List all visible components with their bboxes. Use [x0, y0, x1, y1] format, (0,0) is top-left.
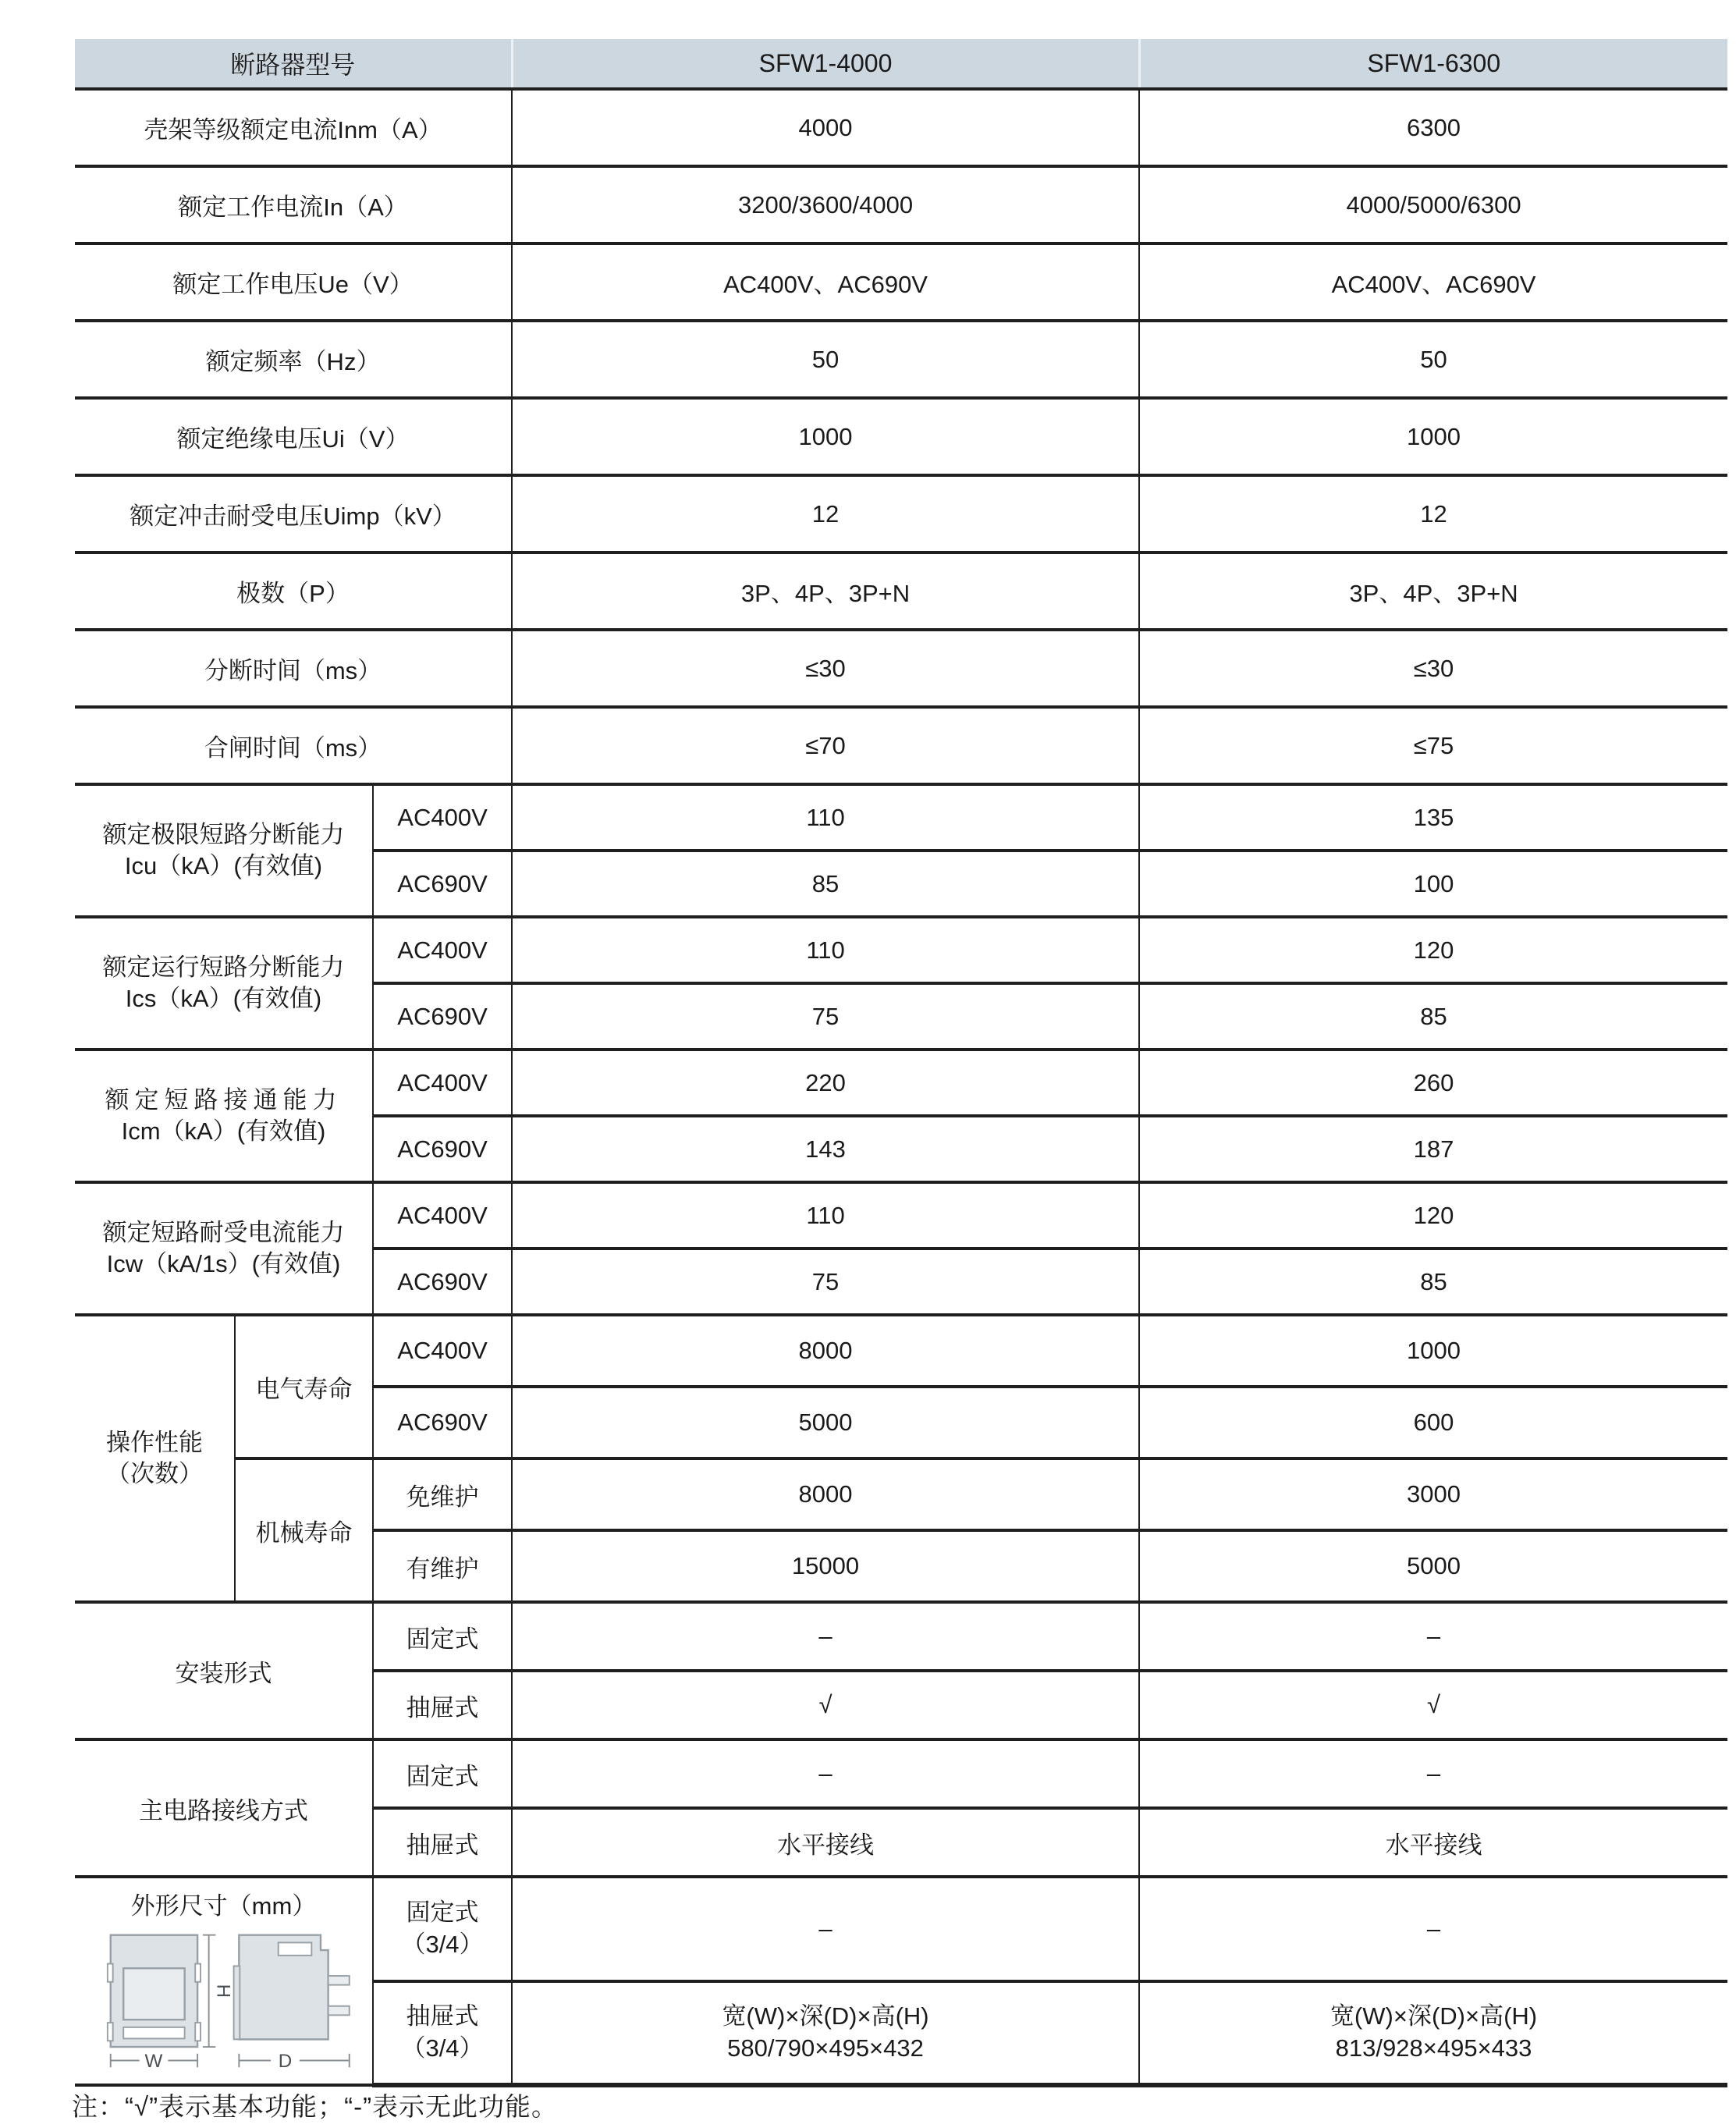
- value-sfw1-6300: 1000: [1139, 398, 1727, 475]
- row-label: 合闸时间（ms）: [75, 707, 512, 784]
- header-sfw1-4000: SFW1-4000: [512, 39, 1139, 89]
- table-row: [75, 552, 1727, 630]
- sub-label: AC690V: [373, 983, 512, 1050]
- sub-label: 有维护: [373, 1530, 512, 1602]
- value-sfw1-4000: 143: [512, 1116, 1139, 1182]
- sub-label: AC690V: [373, 1387, 512, 1458]
- table-row: [75, 398, 1727, 475]
- value-sfw1-4000: ≤70: [512, 707, 1139, 784]
- dimension-values: 580/790×495×432: [727, 2034, 924, 2062]
- height-dimension-label: H: [211, 1984, 233, 1998]
- row-label-line2: Icw（kA/1s）(有效值): [106, 1250, 341, 1277]
- table-row: [75, 1050, 1727, 1116]
- value-sfw1-6300: AC400V、AC690V: [1139, 243, 1727, 321]
- table-row: [75, 321, 1727, 398]
- sub-label: AC400V: [373, 1182, 512, 1249]
- breaker-outline-drawing: [80, 1923, 367, 2077]
- value-sfw1-6300: 1000: [1139, 1315, 1727, 1387]
- sub-label: 固定式: [373, 1739, 512, 1808]
- value-sfw1-4000: 8000: [512, 1315, 1139, 1387]
- row-label-main-circuit-wiring: 主电路接线方式: [75, 1739, 373, 1877]
- row-label: 额定工作电压Ue（V）: [75, 243, 512, 321]
- sub-label: 抽屉式: [373, 1671, 512, 1739]
- value-sfw1-6300: 100: [1139, 851, 1727, 917]
- value-sfw1-4000: 4000: [512, 89, 1139, 166]
- value-sfw1-4000: 85: [512, 851, 1139, 917]
- row-label-line1: 操作性能: [106, 1428, 203, 1456]
- value-sfw1-4000: 15000: [512, 1530, 1139, 1602]
- value-sfw1-6300: 4000/5000/6300: [1139, 166, 1727, 243]
- table-row: [75, 1602, 1727, 1671]
- row-label-line2: （次数）: [106, 1460, 203, 1487]
- value-sfw1-4000: 12: [512, 475, 1139, 552]
- table-header-row: [75, 39, 1727, 89]
- value-sfw1-6300: [1139, 1981, 1727, 2086]
- table-row: [75, 243, 1727, 321]
- value-sfw1-4000: √: [512, 1671, 1139, 1739]
- dimension-formula: 宽(W)×深(D)×高(H): [722, 2002, 929, 2030]
- value-sfw1-4000: –: [512, 1739, 1139, 1808]
- row-label-line1: 额定短路耐受电流能力: [102, 1218, 345, 1246]
- value-sfw1-4000: 3P、4P、3P+N: [512, 552, 1139, 630]
- breaker-spec-table: [75, 39, 1727, 2087]
- row-label: 极数（P）: [75, 552, 512, 630]
- table-row: [75, 1182, 1727, 1249]
- dimension-formula: 宽(W)×深(D)×高(H): [1330, 2002, 1538, 2030]
- table-row: [75, 166, 1727, 243]
- value-sfw1-4000: 8000: [512, 1458, 1139, 1530]
- value-sfw1-6300: 135: [1139, 784, 1727, 851]
- value-sfw1-6300: 5000: [1139, 1530, 1727, 1602]
- value-sfw1-6300: 120: [1139, 917, 1727, 983]
- value-sfw1-4000: –: [512, 1877, 1139, 1981]
- table-row: [75, 917, 1727, 983]
- depth-dimension-line: [239, 2054, 349, 2067]
- value-sfw1-4000: [512, 1981, 1139, 2086]
- row-label-icw: [75, 1182, 373, 1315]
- sub-label: AC690V: [373, 851, 512, 917]
- value-sfw1-6300: √: [1139, 1671, 1727, 1739]
- row-label-line2: Ics（kA）(有效值): [125, 985, 322, 1012]
- group-label-mechanical-life: 机械寿命: [235, 1458, 373, 1602]
- value-sfw1-6300: 12: [1139, 475, 1727, 552]
- row-label-line1: 额定极限短路分断能力: [102, 820, 345, 848]
- value-sfw1-4000: 50: [512, 321, 1139, 398]
- sub-label: AC690V: [373, 1116, 512, 1182]
- dimension-values: 813/928×495×433: [1335, 2034, 1532, 2062]
- row-label: 额定冲击耐受电压Uimp（kV）: [75, 475, 512, 552]
- row-label-icm: [75, 1050, 373, 1182]
- value-sfw1-6300: 水平接线: [1139, 1808, 1727, 1877]
- table-row: [75, 89, 1727, 166]
- row-label: 分断时间（ms）: [75, 630, 512, 707]
- row-label: 壳架等级额定电流Inm（A）: [75, 89, 512, 166]
- table-row: [75, 1315, 1727, 1387]
- value-sfw1-6300: 85: [1139, 1249, 1727, 1315]
- row-label-line2: Icu（kA）(有效值): [124, 852, 323, 879]
- sub-label-line1: 抽屉式: [406, 2002, 479, 2030]
- value-sfw1-4000: 110: [512, 1182, 1139, 1249]
- sub-label: 抽屉式: [373, 1808, 512, 1877]
- footnote: 注：“√”表示基本功能；“-”表示无此功能。: [72, 2092, 559, 2121]
- side-view-drawing: [233, 1935, 349, 2040]
- value-sfw1-4000: 110: [512, 784, 1139, 851]
- value-sfw1-4000: 220: [512, 1050, 1139, 1116]
- value-sfw1-4000: 1000: [512, 398, 1139, 475]
- value-sfw1-6300: 600: [1139, 1387, 1727, 1458]
- dimensions-cell: [75, 1877, 373, 2085]
- spec-table-container: [75, 39, 1727, 2087]
- value-sfw1-6300: ≤30: [1139, 630, 1727, 707]
- sub-label: AC690V: [373, 1249, 512, 1315]
- table-row: [75, 707, 1727, 784]
- dimensions-label: 外形尺寸（mm）: [130, 1892, 317, 1920]
- value-sfw1-4000: ≤30: [512, 630, 1139, 707]
- value-sfw1-6300: 120: [1139, 1182, 1727, 1249]
- sub-label-line1: 固定式: [406, 1899, 479, 1927]
- row-label: 额定绝缘电压Ui（V）: [75, 398, 512, 475]
- sub-label-drawer: [373, 1981, 512, 2086]
- value-sfw1-6300: 6300: [1139, 89, 1727, 166]
- row-label-line1: 额定短路接通能力: [105, 1085, 343, 1114]
- value-sfw1-6300: ≤75: [1139, 707, 1727, 784]
- sub-label: AC400V: [373, 917, 512, 983]
- front-view-drawing: [107, 1935, 200, 2047]
- depth-dimension-label: D: [278, 2051, 292, 2073]
- sub-label-line2: （3/4）: [401, 2034, 484, 2062]
- row-label-ics: [75, 917, 373, 1050]
- value-sfw1-6300: –: [1139, 1739, 1727, 1808]
- value-sfw1-6300: 50: [1139, 321, 1727, 398]
- width-dimension-label: W: [144, 2051, 162, 2073]
- header-sfw1-6300: SFW1-6300: [1139, 39, 1727, 89]
- sub-label: 固定式: [373, 1602, 512, 1671]
- row-label-performance: [75, 1315, 235, 1602]
- sub-label-fixed: [373, 1877, 512, 1981]
- value-sfw1-6300: –: [1139, 1877, 1727, 1981]
- table-row: [75, 1458, 1727, 1530]
- row-label-line2: Icm（kA）(有效值): [121, 1117, 326, 1145]
- group-label-electrical-life: 电气寿命: [235, 1315, 373, 1458]
- table-row: [75, 630, 1727, 707]
- value-sfw1-6300: 260: [1139, 1050, 1727, 1116]
- row-label-icu: [75, 784, 373, 917]
- header-model: 断路器型号: [75, 39, 512, 89]
- value-sfw1-4000: 110: [512, 917, 1139, 983]
- value-sfw1-4000: 水平接线: [512, 1808, 1139, 1877]
- value-sfw1-6300: 3000: [1139, 1458, 1727, 1530]
- sub-label: AC400V: [373, 784, 512, 851]
- value-sfw1-6300: 3P、4P、3P+N: [1139, 552, 1727, 630]
- sub-label: AC400V: [373, 1315, 512, 1387]
- sub-label: 免维护: [373, 1458, 512, 1530]
- value-sfw1-4000: 75: [512, 1249, 1139, 1315]
- value-sfw1-4000: AC400V、AC690V: [512, 243, 1139, 321]
- value-sfw1-4000: 75: [512, 983, 1139, 1050]
- value-sfw1-6300: 187: [1139, 1116, 1727, 1182]
- table-row: [75, 784, 1727, 851]
- value-sfw1-4000: 5000: [512, 1387, 1139, 1458]
- sub-label-line2: （3/4）: [401, 1930, 484, 1958]
- value-sfw1-6300: –: [1139, 1602, 1727, 1671]
- table-row: [75, 475, 1727, 552]
- value-sfw1-4000: 3200/3600/4000: [512, 166, 1139, 243]
- value-sfw1-6300: 85: [1139, 983, 1727, 1050]
- table-row: [75, 1877, 1727, 1981]
- row-label-mounting: 安装形式: [75, 1602, 373, 1739]
- row-label: 额定工作电流In（A）: [75, 166, 512, 243]
- value-sfw1-4000: –: [512, 1602, 1139, 1671]
- row-label-line1: 额定运行短路分断能力: [102, 953, 345, 981]
- table-row: [75, 1739, 1727, 1808]
- row-label: 额定频率（Hz）: [75, 321, 512, 398]
- sub-label: AC400V: [373, 1050, 512, 1116]
